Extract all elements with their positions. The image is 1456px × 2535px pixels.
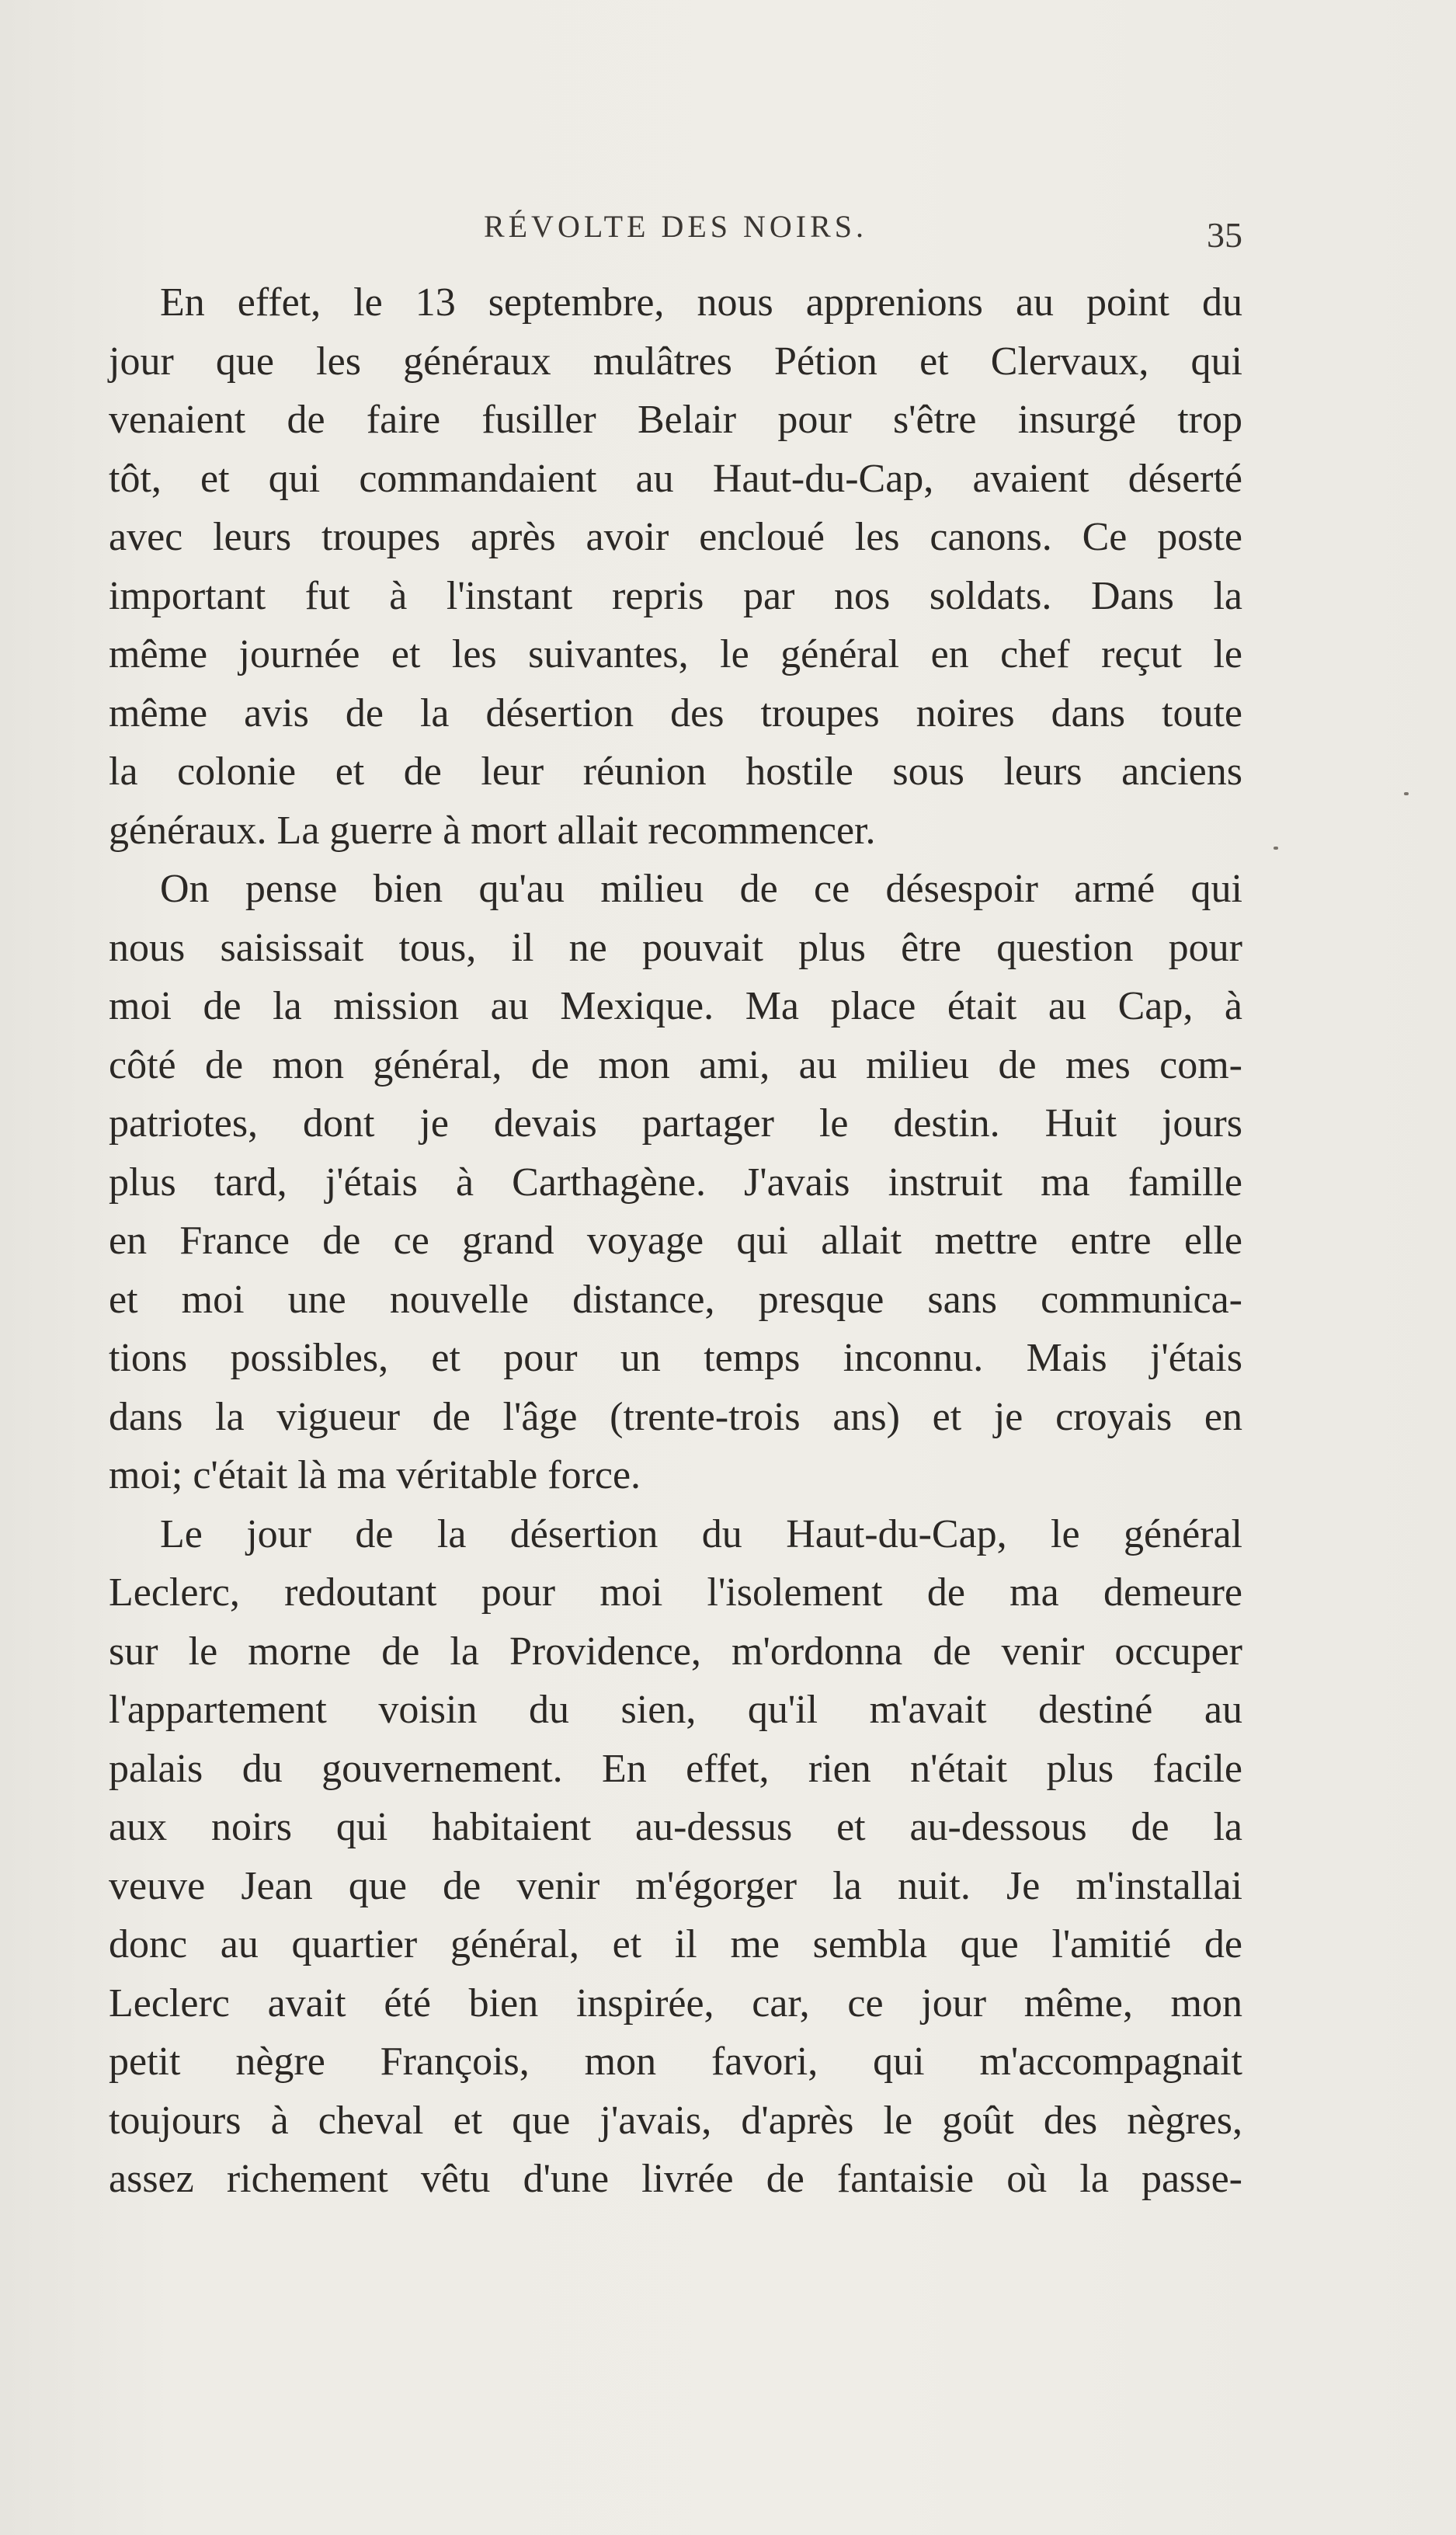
- text-line: Le jour de la désertion du Haut-du-Cap, le général: [160, 1511, 1242, 1556]
- text-line: dans la vigueur de l'âge (trente-trois ans) et je croyais en: [109, 1394, 1242, 1439]
- text-line: même avis de la désertion des troupes noires dans toute: [109, 690, 1242, 735]
- body-text: [109, 273, 1242, 2209]
- text-line: petit nègre François, mon favori, qui m'accompagnait: [109, 2039, 1242, 2084]
- text-line: jour que les généraux mulâtres Pétion et Clervaux, qui: [109, 339, 1242, 384]
- text-line: aux noirs qui habitaient au-dessus et au-dessous de la: [109, 1805, 1242, 1849]
- text-line: Leclerc avait été bien inspirée, car, ce jour même, mon: [109, 1980, 1242, 2026]
- running-title: RÉVOLTE DES NOIRS.: [483, 209, 868, 244]
- text-line: tôt, et qui commandaient au Haut-du-Cap, avaient déserté: [109, 456, 1242, 501]
- text-line: en France de ce grand voyage qui allait mettre entre elle: [109, 1219, 1242, 1263]
- page-number: 35: [1207, 215, 1242, 255]
- text-line: tions possibles, et pour un temps inconnu. Mais j'étais: [109, 1336, 1242, 1380]
- text-line: Leclerc, redoutant pour moi l'isolement de ma demeure: [109, 1570, 1242, 1615]
- text-line: venaient de faire fusiller Belair pour s'être insurgé trop: [109, 398, 1242, 442]
- text-line: moi de la mission au Mexique. Ma place était au Cap, à: [109, 984, 1242, 1028]
- text-line: toujours à cheval et que j'avais, d'après le goût des nègres,: [109, 2098, 1242, 2143]
- text-line: la colonie et de leur réunion hostile sous leurs anciens: [109, 749, 1242, 794]
- text-line: plus tard, j'étais à Carthagène. J'avais instruit ma famille: [109, 1160, 1242, 1205]
- running-head: [109, 208, 1242, 263]
- text-line: généraux. La guerre à mort allait recommencer.: [109, 808, 876, 853]
- text-line: côté de mon général, de mon ami, au milieu de mes com-: [109, 1042, 1242, 1087]
- paragraph-2: [109, 860, 1242, 1505]
- margin-speck: [1274, 847, 1278, 850]
- paragraph-1: [109, 273, 1242, 860]
- text-line: et moi une nouvelle distance, presque sans communica-: [109, 1277, 1242, 1322]
- text-line: sur le morne de la Providence, m'ordonna de venir occuper: [109, 1629, 1242, 1674]
- text-line: nous saisissait tous, il ne pouvait plus être question pour: [109, 925, 1242, 970]
- text-line: important fut à l'instant repris par nos soldats. Dans la: [109, 573, 1242, 618]
- text-line: l'appartement voisin du sien, qu'il m'avait destiné au: [109, 1688, 1242, 1732]
- text-line: donc au quartier général, et il me sembla que l'amitié de: [109, 1922, 1242, 1966]
- text-line: moi; c'était là ma véritable force.: [109, 1453, 641, 1497]
- text-line: assez richement vêtu d'une livrée de fantaisie où la passe-: [109, 2157, 1242, 2201]
- text-line: En effet, le 13 septembre, nous apprenions au point du: [160, 280, 1242, 325]
- text-line: On pense bien qu'au milieu de ce désespoir armé qui: [160, 867, 1242, 911]
- text-line: avec leurs troupes après avoir encloué les canons. Ce poste: [109, 515, 1242, 559]
- margin-speck: [1404, 792, 1409, 795]
- text-line: veuve Jean que de venir m'égorger la nuit. Je m'installai: [109, 1863, 1242, 1908]
- text-line: palais du gouvernement. En effet, rien n'était plus facile: [109, 1746, 1242, 1791]
- text-line: même journée et les suivantes, le général en chef reçut le: [109, 632, 1242, 676]
- paragraph-3: [109, 1505, 1242, 2209]
- text-line: patriotes, dont je devais partager le destin. Huit jours: [109, 1101, 1242, 1146]
